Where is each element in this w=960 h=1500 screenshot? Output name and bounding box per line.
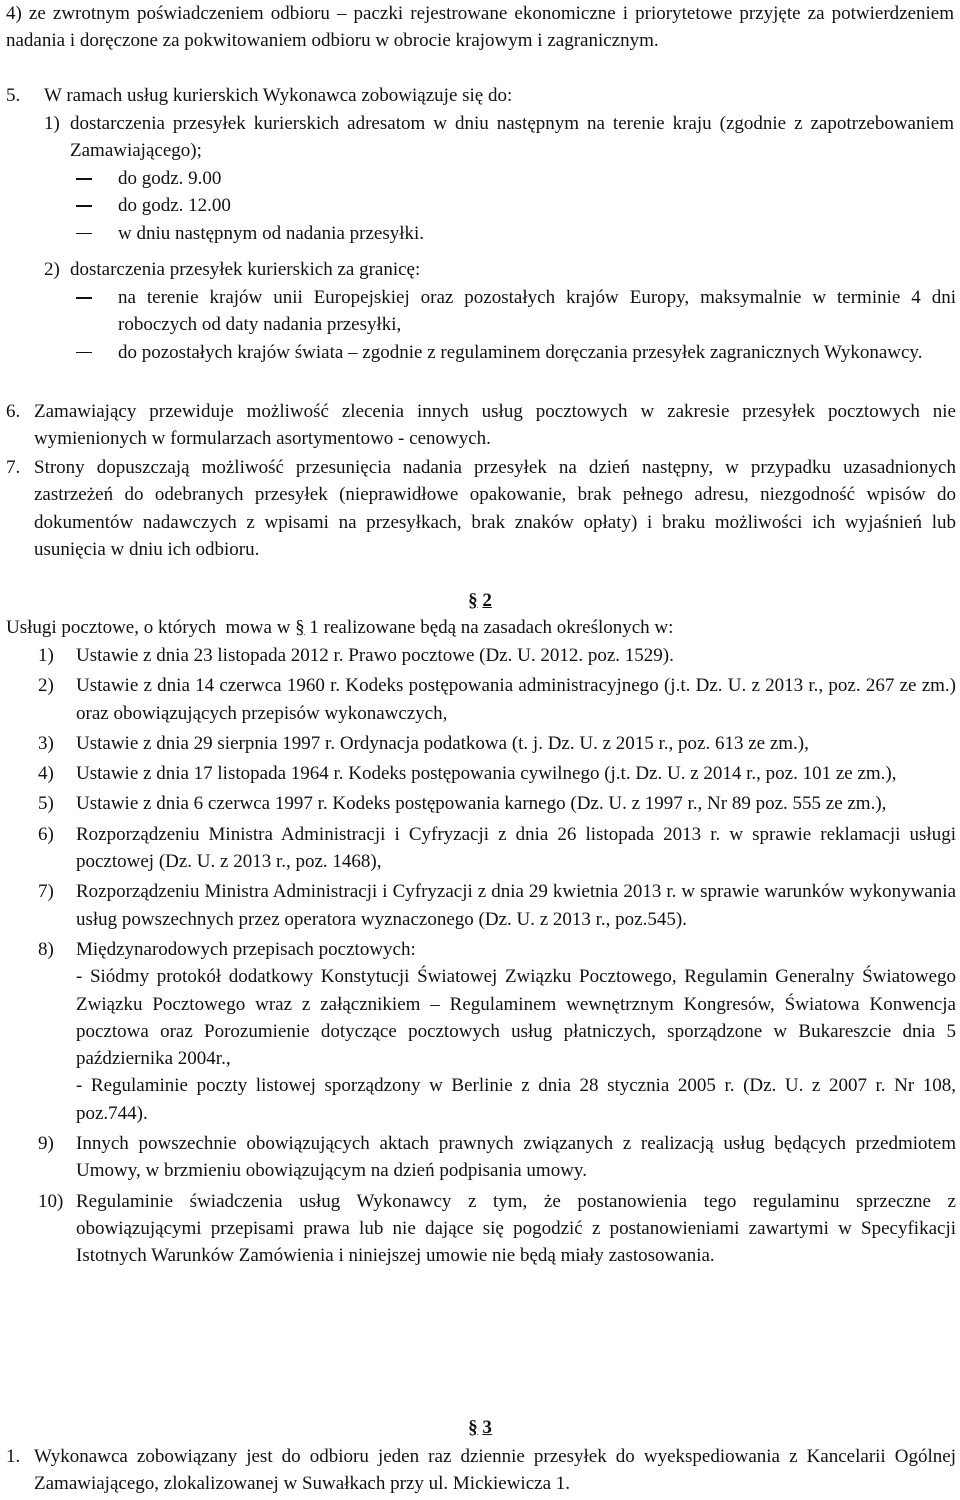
list-item-text: Innych powszechnie obowiązujących aktach prawnych związanych z realizacją usług będących przedmiotem Umowy, w brzmieniu obowiązującym na dzień podpisania umowy.	[76, 1133, 956, 1182]
dash-item-text: do godz. 12.00	[118, 195, 231, 217]
list-item-number: 4)	[38, 763, 54, 785]
subitem-1-dash-list	[76, 165, 946, 247]
paragraph-item-4	[6, 0, 954, 55]
dash-bullet	[76, 205, 92, 207]
intro-text-end: 1 realizowane będą na zasadach określonych w:	[304, 617, 674, 638]
list-item-text: Ustawie z dnia 17 listopada 1964 r. Kodeks postępowania cywilnego (j.t. Dz. U. z 2014 r., poz. 101 ze zm.),	[76, 763, 897, 785]
section-3-item-1-text: Wykonawca zobowiązany jest do odbioru jeden raz dziennie przesyłek do wyekspediowania z Kancelarii Ogólnej Zamawiającego, zlokalizowanej w Suwałkach przy ul. Mickiewicza 1.	[34, 1446, 956, 1495]
list-item-text: Rozporządzeniu Ministra Administracji i Cyfryzacji z dnia 29 kwietnia 2013 r. w sprawie warunków wykonywania usług powszechnych przez operatora wyznaczonego (Dz. U. z 2013 r., poz.545).	[76, 881, 956, 930]
dash-bullet	[76, 352, 92, 354]
list-item-number: 8)	[38, 938, 54, 960]
dash-item	[76, 220, 946, 247]
subitem-1	[44, 110, 954, 165]
list-item-number: 2)	[38, 675, 54, 697]
list-item-number: 1)	[38, 645, 54, 666]
section-3-item-1	[6, 1443, 956, 1498]
item-5-number: 5.	[6, 85, 21, 106]
section-2-list	[38, 642, 956, 1273]
dash-item-text: na terenie krajów unii Europejskiej oraz pozostałych krajów Europy, maksymalnie w terminie 4 dni roboczych od daty nadania przesyłki,	[118, 287, 956, 336]
section-symbol: §	[468, 590, 478, 611]
section-2-intro	[6, 614, 956, 641]
dash-bullet	[76, 178, 92, 180]
list-item-number: 10)	[38, 1190, 64, 1212]
list-item	[38, 642, 956, 669]
list-item	[38, 760, 956, 787]
item-6-text: Zamawiający przewiduje możliwość zlecenia innych usług pocztowych w zakresie przesyłek pocztowych nie wymienionych w formularzach asortymentowo - cenowych.	[34, 401, 956, 450]
paragraph-item-6	[6, 398, 956, 453]
list-item	[38, 936, 956, 1127]
list-item	[38, 672, 956, 727]
item-7-text: Strony dopuszczają możliwość przesunięcia nadania przesyłek na dzień następny, w przypadku uzasadnionych zastrzeżeń do odebranych przesyłek (nieprawidłowe opakowanie, brak pełnego adresu, niezgodność wpisów do dokumentów nadawczych z wpisami na przesyłkach, brak znaków opłaty) i braku możliwości ich wyjaśnień lub usunięcia w dniu ich odbioru.	[34, 457, 956, 560]
dash-item	[76, 339, 956, 366]
dash-item	[76, 192, 946, 219]
intro-text-start: Usługi pocztowe, o których mowa w	[6, 617, 296, 638]
list-item	[38, 821, 956, 876]
list-item-text: Regulaminie świadczenia usług Wykonawcy z tym, że postanowienia tego regulaminu sprzeczne z obowiązującymi przepisami prawa lub nie dające się pogodzić z postanowieniami zawartymi w Specyfikacji Istotnych Warunków Zamówienia i niniejszej umowie nie będą miały zastosowania.	[76, 1190, 956, 1267]
item-4-text: 4) ze zwrotnym poświadczeniem odbioru – paczki rejestrowane ekonomiczne i priorytetowe przyjęte za potwierdzeniem nadania i doręczone za pokwitowaniem odbioru w obrocie krajowym i zagranicznym.	[6, 3, 954, 52]
list-item	[38, 1188, 956, 1270]
list-item	[38, 730, 956, 757]
dash-item-text: w dniu następnym od nadania przesyłki.	[118, 222, 425, 244]
list-item-text: Ustawie z dnia 29 sierpnia 1997 r. Ordynacja podatkowa (t. j. Dz. U. z 2015 r., poz. 613 ze zm.),	[76, 732, 809, 754]
sub-paragraph: - Siódmy protokół dodatkowy Konstytucji Światowej Związku Pocztowego, Regulamin Generalny Światowego Związku Pocztowego wraz z załącznikiem – Regulaminem wewnętrznym Kongresów, Światowa Konwencja pocztowa oraz Porozumienie dotyczące pocztowych usług płatniczych, sporządzone w Bukareszcie dnia 5 października 2004r.,	[76, 966, 956, 1070]
list-item-text: Ustawie z dnia 23 listopada 2012 r. Prawo pocztowe (Dz. U. 2012. poz. 1529).	[76, 645, 674, 666]
subitem-2	[44, 256, 954, 283]
list-item-number: 6)	[38, 823, 54, 845]
subitem-1-text: dostarczenia przesyłek kurierskich adresatom w dniu następnym na terenie kraju (zgodnie z zapotrzebowaniem Zamawiającego);	[70, 113, 954, 162]
dash-item-text: do godz. 9.00	[118, 168, 222, 189]
section-3-number: 3	[482, 1417, 492, 1438]
section-3-item-1-number: 1.	[6, 1446, 21, 1467]
list-item	[38, 878, 956, 933]
list-item-number: 3)	[38, 732, 54, 754]
dash-item-text: do pozostałych krajów świata – zgodnie z regulaminem doręczania przesyłek zagranicznych Wykonawcy.	[118, 341, 923, 363]
list-item-text: Ustawie z dnia 14 czerwca 1960 r. Kodeks postępowania administracyjnego (j.t. Dz. U. z 2013 r., poz. 267 ze zm.) oraz obowiązujących przepisów wykonawczych,	[76, 675, 956, 724]
dash-item	[76, 284, 956, 339]
list-item	[38, 790, 956, 817]
section-symbol-inline: §	[295, 617, 305, 638]
list-item-number: 7)	[38, 881, 54, 903]
item-7-number: 7.	[6, 457, 21, 478]
paragraph-item-5	[6, 82, 954, 109]
list-item-number: 9)	[38, 1133, 54, 1155]
list-item-number: 5)	[38, 793, 54, 815]
section-2-number: 2	[482, 590, 492, 611]
paragraph-item-7	[6, 454, 956, 563]
dash-item	[76, 165, 946, 192]
subitem-1-number: 1)	[44, 113, 60, 134]
subitem-2-number: 2)	[44, 259, 60, 280]
subitem-2-text: dostarczenia przesyłek kurierskich za granicę:	[70, 259, 421, 280]
list-item-text: Ustawie z dnia 6 czerwca 1997 r. Kodeks postępowania karnego (Dz. U. z 1997 r., Nr 89 poz. 555 ze zm.),	[76, 793, 887, 815]
section-symbol: §	[468, 1417, 478, 1438]
list-item-text: Rozporządzeniu Ministra Administracji i Cyfryzacji z dnia 26 listopada 2013 r. w sprawie reklamacji usługi pocztowej (Dz. U. z 2013 r., poz. 1468),	[76, 823, 956, 873]
list-item	[38, 1130, 956, 1185]
item-5-text: W ramach usług kurierskich Wykonawca zobowiązuje się do:	[44, 85, 513, 106]
dash-bullet	[76, 233, 92, 235]
subitem-2-dash-list	[76, 284, 956, 366]
dash-bullet	[76, 297, 92, 299]
sub-paragraph: - Regulaminie poczty listowej sporządzony w Berlinie z dnia 28 stycznia 2005 r. (Dz. U. z 2007 r. Nr 108, poz.744).	[76, 1075, 956, 1124]
section-2-heading	[0, 587, 960, 614]
section-3-heading	[0, 1414, 960, 1441]
item-6-number: 6.	[6, 401, 21, 422]
list-item-body	[76, 936, 956, 1127]
list-item-text: Międzynarodowych przepisach pocztowych:	[76, 938, 416, 960]
